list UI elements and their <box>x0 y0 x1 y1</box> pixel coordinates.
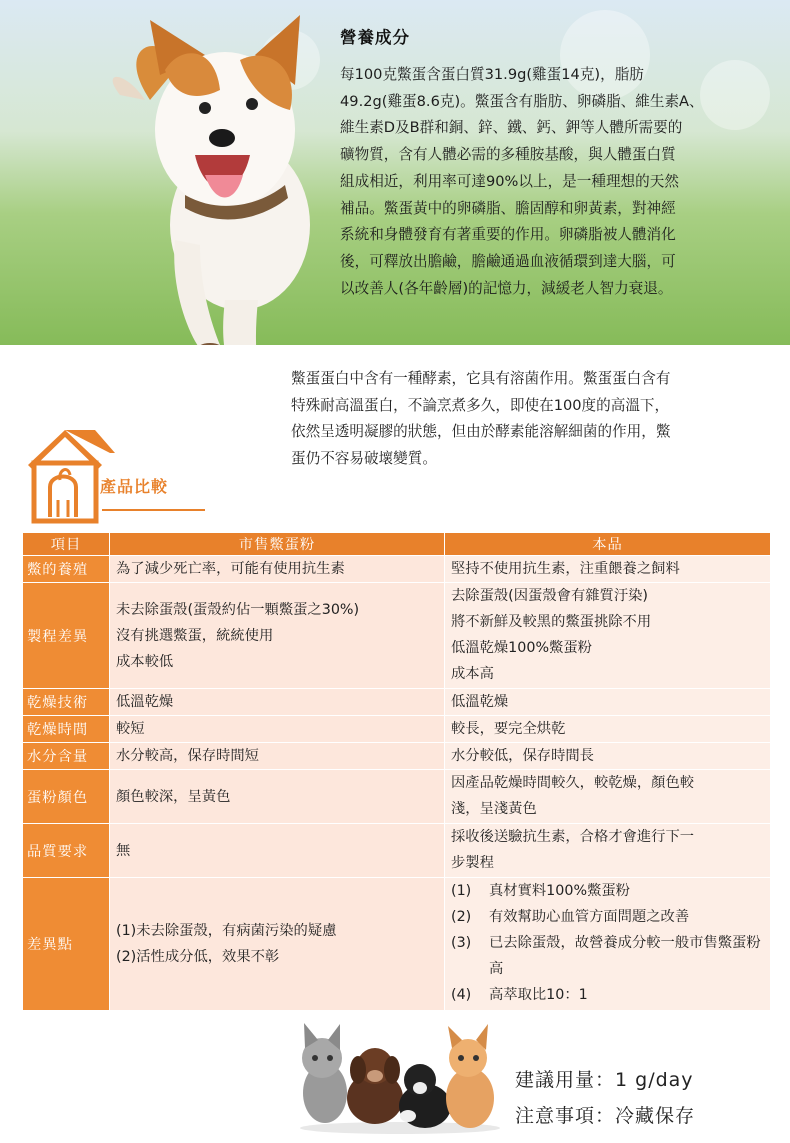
list-item <box>451 878 764 904</box>
list-text: 真材實料100%鱉蛋粉 <box>489 883 630 899</box>
ours-cell <box>445 824 771 878</box>
cell-line: 為了減少死亡率，可能有使用抗生素 <box>116 561 345 577</box>
list-item <box>451 982 764 1008</box>
header-item: 項目 <box>23 533 110 556</box>
table-row <box>23 716 771 743</box>
cell-line: 未去除蛋殼(蛋殼約佔一顆鱉蛋之30%) <box>116 601 360 618</box>
list-text: 已去除蛋殼，故營養成分較一般市售鱉蛋粉高 <box>489 935 761 977</box>
cell-line: 低溫乾燥100%鱉蛋粉 <box>451 640 592 656</box>
cell-line: 成本較低 <box>116 653 174 670</box>
nutrition-body <box>340 62 770 302</box>
enzyme-line: 特殊耐高溫蛋白，不論烹煮多久，即使在100度的高溫下， <box>291 396 670 414</box>
cell-line: 較短 <box>116 721 145 737</box>
list-item <box>451 904 764 930</box>
nutrition-line: 每100克鱉蛋含蛋白質31.9g(雞蛋14克)，脂肪 <box>340 66 644 83</box>
ours-cell <box>445 556 771 583</box>
table-row <box>23 556 771 583</box>
cell-line: 將不新鮮及較黑的鱉蛋挑除不用 <box>451 614 652 630</box>
comparison-table <box>22 532 771 1011</box>
cell-line: 沒有挑選鱉蛋，統統使用 <box>116 627 274 644</box>
table-row <box>23 583 771 689</box>
nutrition-section <box>340 24 770 302</box>
cell-line: 淺，呈淺黃色 <box>451 801 537 817</box>
table-row <box>23 689 771 716</box>
row-key: 製程差異 <box>23 583 110 689</box>
list-item <box>451 930 764 982</box>
market-cell <box>110 689 445 716</box>
nutrition-line: 補品。鱉蛋黃中的卵磷脂、膽固醇和卵黃素，對神經 <box>340 199 676 217</box>
list-number: (4) <box>451 987 472 1003</box>
row-key: 水分含量 <box>23 743 110 770</box>
cats-and-dogs-photo <box>290 1018 505 1136</box>
cell-line: 步製程 <box>451 855 494 871</box>
nutrition-line: 49.2g(雞蛋8.6克)。鱉蛋含有脂肪、卵磷脂、維生素A、 <box>340 92 704 110</box>
ours-cell <box>445 770 771 824</box>
ours-cell <box>445 743 771 770</box>
market-cell <box>110 824 445 878</box>
usage-info <box>515 1062 695 1134</box>
list-number: (1) <box>451 883 472 899</box>
table-header-row <box>23 533 771 556</box>
cell-line: 成本高 <box>451 666 494 682</box>
ours-cell <box>445 878 771 1011</box>
storage-note: 注意事項：冷藏保存 <box>515 1105 696 1127</box>
header-market: 市售鱉蛋粉 <box>110 533 445 556</box>
list-number: (3) <box>451 935 472 951</box>
cell-line: 因產品乾燥時間較久，較乾燥，顏色較 <box>451 775 695 791</box>
market-cell <box>110 556 445 583</box>
dosage-text: 建議用量：1 g/day <box>515 1069 694 1091</box>
cell-line: 低溫乾燥 <box>116 694 174 710</box>
market-cell <box>110 583 445 689</box>
cell-line: (2)活性成分低，效果不彰 <box>116 949 280 965</box>
row-key: 蛋粉顏色 <box>23 770 110 824</box>
table-row <box>23 824 771 878</box>
row-key: 品質要求 <box>23 824 110 878</box>
cell-line: 堅持不使用抗生素，注重餵養之飼料 <box>451 561 680 577</box>
ours-cell <box>445 689 771 716</box>
nutrition-title: 營養成分 <box>340 28 410 47</box>
nutrition-line: 以改善人(各年齡層)的記憶力，減緩老人智力衰退。 <box>340 279 673 297</box>
list-text: 高萃取比10：1 <box>489 987 588 1003</box>
nutrition-line: 系統和身體發育有著重要的作用。卵磷脂被人體消化 <box>340 226 676 244</box>
enzyme-line: 依然呈透明凝膠的狀態，但由於酵素能溶解細菌的作用，鱉 <box>291 423 671 441</box>
ours-cell <box>445 716 771 743</box>
hero-banner <box>0 0 790 345</box>
table-row <box>23 770 771 824</box>
market-cell <box>110 743 445 770</box>
row-key: 差異點 <box>23 878 110 1011</box>
list-number: (2) <box>451 909 472 925</box>
cell-line: 無 <box>116 842 131 859</box>
enzyme-paragraph <box>291 366 771 473</box>
nutrition-line: 礦物質，含有人體必需的多種胺基酸，與人體蛋白質 <box>340 146 676 164</box>
market-cell <box>110 878 445 1011</box>
market-cell <box>110 716 445 743</box>
table-row <box>23 878 771 1011</box>
row-key: 鱉的養殖 <box>23 556 110 583</box>
enzyme-line: 鱉蛋蛋白中含有一種酵素，它具有溶菌作用。鱉蛋蛋白含有 <box>291 370 671 387</box>
cell-line: 採收後送驗抗生素，合格才會進行下一 <box>451 829 695 845</box>
nutrition-line: 組成相近，利用率可達90%以上，是一種理想的天然 <box>340 172 679 190</box>
header-ours: 本品 <box>445 533 771 556</box>
cell-line: 低溫乾燥 <box>451 694 509 710</box>
ours-cell <box>445 583 771 689</box>
market-cell <box>110 770 445 824</box>
table-row <box>23 743 771 770</box>
cell-line: (1)未去除蛋殼，有病菌污染的疑慮 <box>116 923 337 939</box>
cell-line: 較長，要完全烘乾 <box>451 721 566 737</box>
list-text: 有效幫助心血管方面問題之改善 <box>489 909 690 925</box>
row-key: 乾燥時間 <box>23 716 110 743</box>
section-label: 產品比較 <box>100 477 169 496</box>
cell-line: 水分較高，保存時間短 <box>116 748 259 764</box>
cell-line: 去除蛋殼(因蛋殼會有雜質汙染) <box>451 588 649 604</box>
cell-line: 水分較低，保存時間長 <box>451 748 594 764</box>
row-key: 乾燥技術 <box>23 689 110 716</box>
running-dog-illustration <box>0 0 330 345</box>
cell-line: 顏色較深，呈黃色 <box>116 788 231 805</box>
enzyme-line: 蛋仍不容易破壞變質。 <box>291 450 437 468</box>
nutrition-line: 維生素D及B群和銅、鋅、鐵、鈣、鉀等人體所需要的 <box>340 119 683 137</box>
nutrition-line: 後，可釋放出膽鹼，膽鹼通過血液循環到達大腦，可 <box>340 252 676 270</box>
